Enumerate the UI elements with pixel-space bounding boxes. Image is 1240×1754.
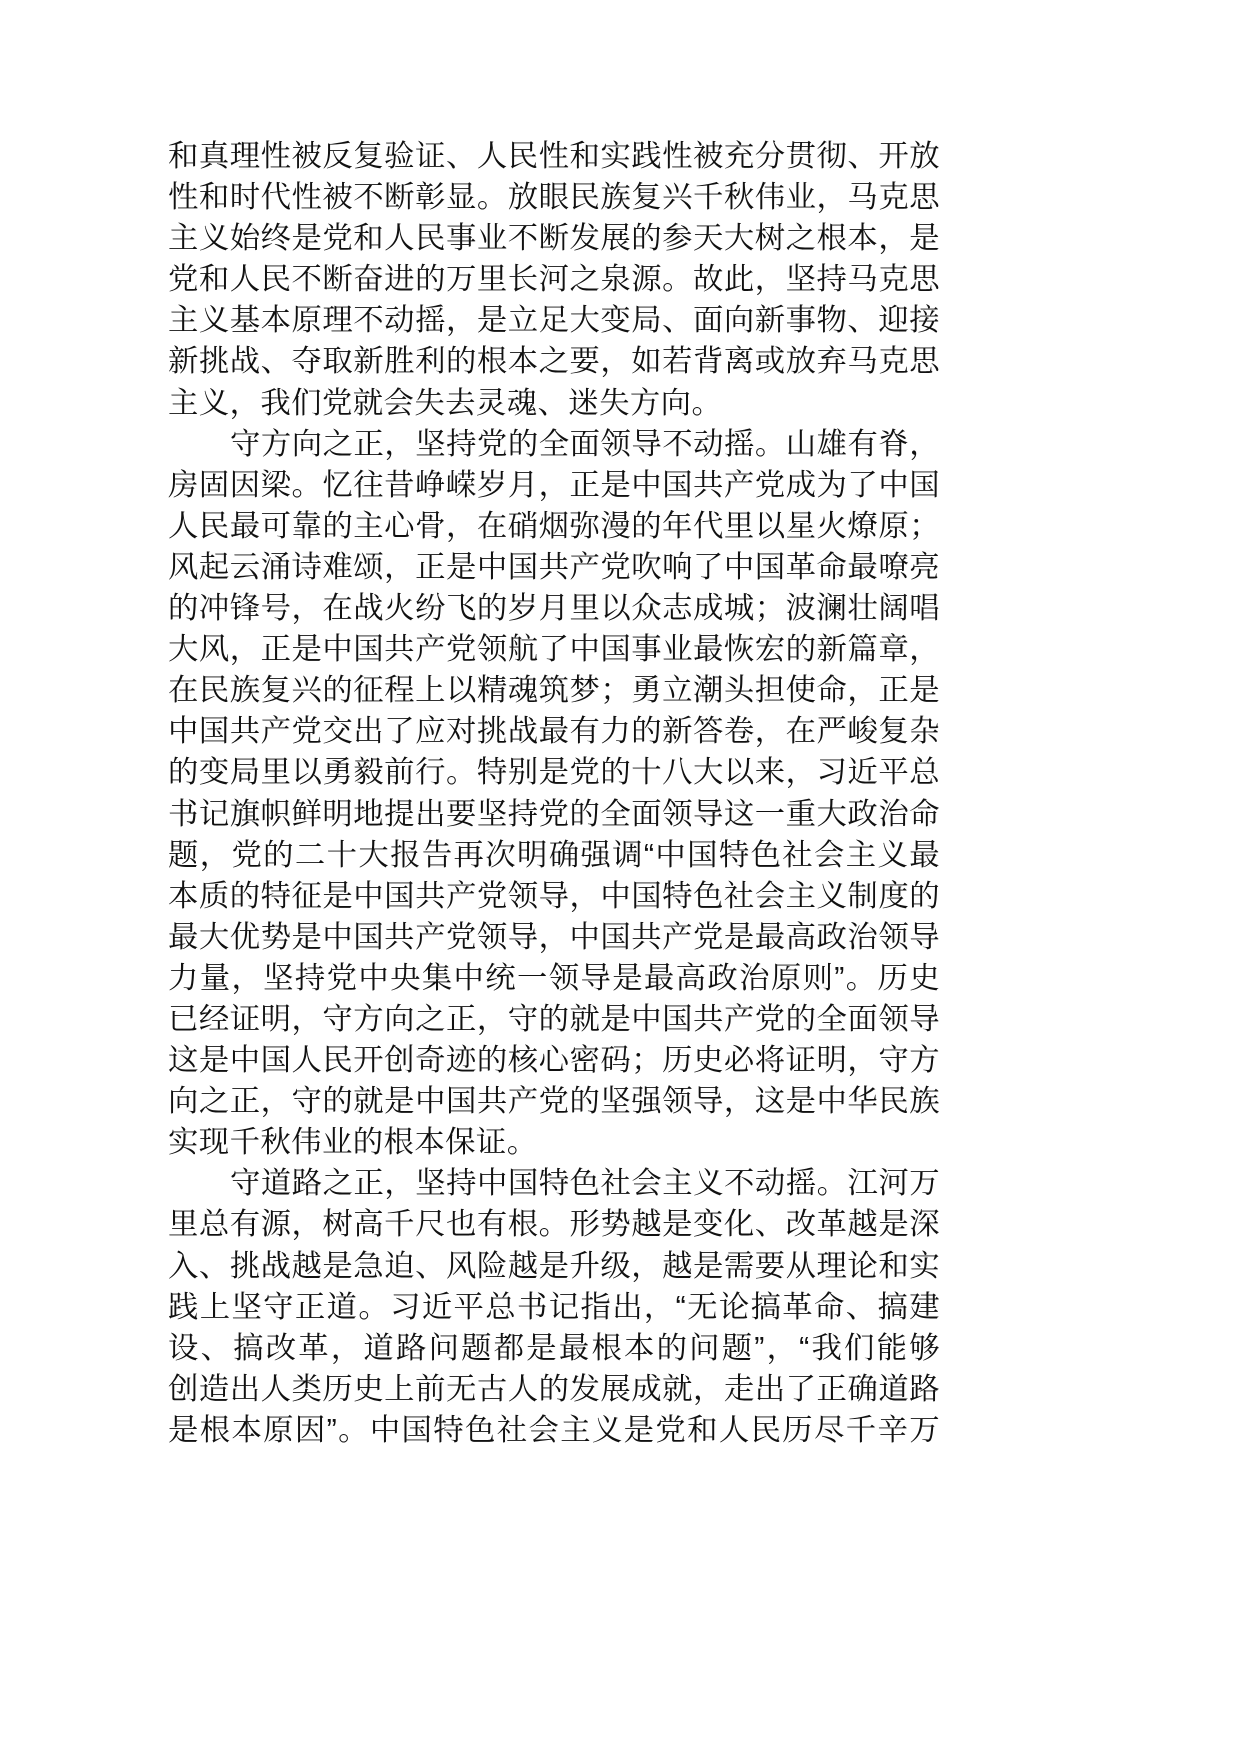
paragraph-continuation	[168, 136, 940, 424]
text-line: 党和人民不断奋进的万里长河之泉源。故此，坚持马克思	[168, 262, 940, 297]
text-line: 主义，我们党就会失去灵魂、迷失方向。	[168, 385, 723, 420]
text-line: 已经证明，守方向之正，守的就是中国共产党的全面领导	[168, 1001, 940, 1036]
text-line: 是根本原因”。中国特色社会主义是党和人民历尽千辛万	[168, 1412, 940, 1447]
text-line: 主义始终是党和人民事业不断发展的参天大树之根本，是	[168, 221, 940, 256]
text-line: 性和时代性被不断彰显。放眼民族复兴千秋伟业，马克思	[168, 180, 940, 215]
text-line: 这是中国人民开创奇迹的核心密码；历史必将证明，守方	[168, 1043, 940, 1078]
text-line: 主义基本原理不动摇，是立足大变局、面向新事物、迎接	[168, 303, 940, 338]
text-line: 最大优势是中国共产党领导，中国共产党是最高政治领导	[168, 919, 940, 954]
text-line: 房固因梁。忆往昔峥嵘岁月，正是中国共产党成为了中国	[168, 467, 940, 502]
text-line: 向之正，守的就是中国共产党的坚强领导，这是中华民族	[168, 1084, 940, 1119]
text-line: 题，党的二十大报告再次明确强调“中国特色社会主义最	[168, 837, 940, 872]
body-text	[168, 136, 940, 1451]
text-line: 风起云涌诗难颂，正是中国共产党吹响了中国革命最嘹亮	[168, 549, 940, 584]
text-line: 守方向之正，坚持党的全面领导不动摇。山雄有脊，	[230, 426, 940, 461]
text-line: 里总有源，树高千尺也有根。形势越是变化、改革越是深	[168, 1207, 940, 1242]
text-line: 入、挑战越是急迫、风险越是升级，越是需要从理论和实	[168, 1248, 940, 1283]
text-line: 书记旗帜鲜明地提出要坚持党的全面领导这一重大政治命	[168, 796, 940, 831]
text-line: 和真理性被反复验证、人民性和实践性被充分贯彻、开放	[168, 139, 940, 173]
text-line: 大风，正是中国共产党领航了中国事业最恢宏的新篇章，	[168, 632, 940, 667]
text-line: 新挑战、夺取新胜利的根本之要，如若背离或放弃马克思	[168, 344, 940, 379]
text-line: 践上坚守正道。习近平总书记指出，“无论搞革命、搞建	[168, 1289, 940, 1324]
text-line: 人民最可靠的主心骨，在硝烟弥漫的年代里以星火燎原；	[168, 508, 940, 543]
text-line: 设、搞改革，道路问题都是最根本的问题”，“我们能够	[168, 1330, 940, 1365]
paragraph-direction	[168, 424, 940, 1164]
paragraph-path	[168, 1163, 940, 1451]
text-line: 的变局里以勇毅前行。特别是党的十八大以来，习近平总	[168, 755, 940, 790]
text-line: 力量，坚持党中央集中统一领导是最高政治原则”。历史	[168, 960, 940, 995]
text-line: 中国共产党交出了应对挑战最有力的新答卷，在严峻复杂	[168, 714, 940, 749]
text-line: 实现千秋伟业的根本保证。	[168, 1125, 538, 1160]
text-line: 在民族复兴的征程上以精魂筑梦；勇立潮头担使命，正是	[168, 673, 940, 708]
text-line: 的冲锋号，在战火纷飞的岁月里以众志成城；波澜壮阔唱	[168, 591, 940, 626]
text-line: 创造出人类历史上前无古人的发展成就，走出了正确道路	[168, 1371, 940, 1406]
text-line: 本质的特征是中国共产党领导，中国特色社会主义制度的	[168, 878, 940, 913]
text-line: 守道路之正，坚持中国特色社会主义不动摇。江河万	[230, 1166, 940, 1201]
